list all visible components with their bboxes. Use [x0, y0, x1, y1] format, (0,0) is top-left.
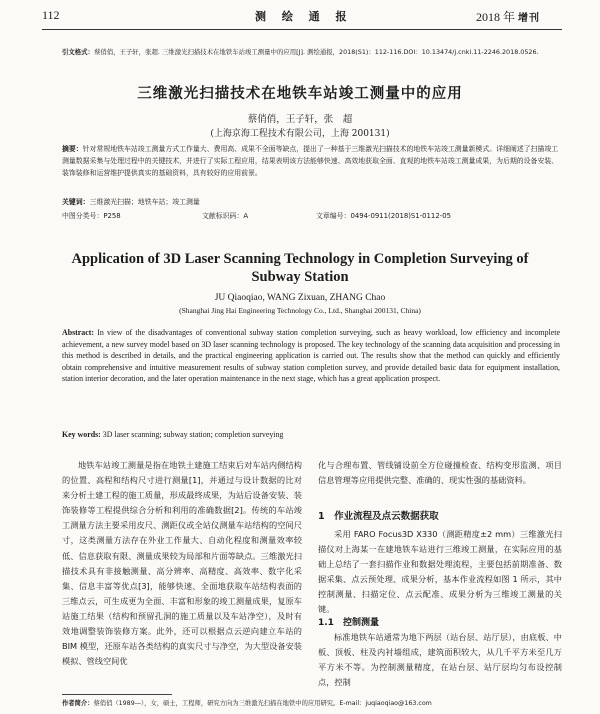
abstract-cn-label: 摘要： — [62, 145, 83, 153]
body-right-paragraph-2: 采用 FARO Focus3D X330（测距精度±2 mm）三维激光扫描仪对上海某一在建地铁车站进行三维竣工测量，在实际应用的基础上总结了一套扫描作业和数据处理流程，主要包括前期准备、数据采集、点云预处理、成果分析，基本作业流程如图 1 所示，其中控制测量、扫描定位、点云配准、成果分析为三维竣工测量的关键。 — [318, 529, 562, 615]
abstract-en-text: In view of the disadvantages of conventional subway station completion surveying, such as heavy workload, low efficiency and incomplete achievement, a new survey model based on 3D laser scanning technology is proposed. The key technology of the scanning data acquisition and processing in this method is described in details, and the practical engineering application is carried out. The results show that the method can quickly and efficiently obtain comprehensive and intuitive measurement results of subway station completion survey, and provide detailed basic data for equipment installation, station interior decoration, and the later operation maintenance in the next stage, which has a great application prospect. — [62, 328, 561, 384]
affiliation-cn: (上海京海工程技术有限公司，上海 200131) — [210, 129, 390, 139]
abstract-cn — [62, 144, 560, 179]
section-heading-1-1: 1.1 控制测量 — [318, 618, 379, 628]
classification-row — [62, 210, 560, 222]
issue-label — [476, 8, 540, 25]
header-rule — [42, 29, 562, 30]
keywords-en — [62, 430, 560, 439]
issue-year: 2018 年 — [476, 10, 516, 24]
page-number: 112 — [42, 8, 60, 22]
body-right-paragraph-3: 标准地铁车站通常为地下两层（站台层、站厅层），由底板、中板、顶板、柱及内衬墙组成，建筑面积较大，从几千平方米至几万平方米不等。为控制测量精度，在站台层、站厅层均匀布设控制点，控制 — [318, 632, 562, 688]
authors-en: JU Qiaoqiao, WANG Zixuan, ZHANG Chao — [214, 293, 386, 303]
clc-number: 中图分类号：P258 — [62, 212, 121, 220]
keywords-en-label: Key words: — [62, 430, 101, 439]
keywords-cn — [62, 196, 560, 206]
section-heading-1: 1 作业流程及点云数据获取 — [318, 511, 439, 522]
keywords-en-text: 3D laser scanning; subway station; completion surveying — [102, 430, 284, 439]
citation-format — [62, 47, 562, 58]
citation-label: 引文格式： — [62, 48, 94, 56]
journal-name: 测 绘 通 报 — [255, 10, 353, 23]
keywords-cn-label: 关键词： — [62, 198, 90, 206]
citation-text: 蔡俏俏，王子轩，张超. 三维激光扫描技术在地铁车站竣工测量中的应用[J]. 测绘通报，2018(S1)：112-116.DOI：10.13474/j.cnki.11-2246.2018.0526. — [93, 48, 539, 56]
footnote-label: 作者简介： — [62, 700, 94, 707]
footnote-text: 蔡俏俏（1989—），女，硕士，工程师，研究方向为三维激光扫描在地铁中的应用研究。E-mail：juqiaoqiao@163.com — [93, 700, 432, 707]
keywords-cn-text: 三维激光扫描；地铁车站；竣工测量 — [89, 198, 200, 206]
body-right-paragraph-1: 化与合理布置、管线铺设前全方位碰撞检查、结构变形监测、项目信息管理等应用提供完整、准确的、现实性强的基础资料。 — [318, 460, 562, 486]
issue-supplement: 增刊 — [518, 13, 541, 24]
abstract-en-label: Abstract: — [62, 328, 94, 337]
document-code: 文献标识码：A — [202, 212, 249, 220]
affiliation-en: (Shanghai Jing Hai Engineering Technology Co., Ltd., Shanghai 200131, China) — [179, 306, 421, 315]
abstract-en — [62, 327, 560, 385]
abstract-cn-text: 针对常规地铁车站竣工测量方式工作量大、费用高、成果不全面等缺点，提出了一种基于三维激光扫描技术的地铁车站竣工测量新模式。详细阐述了扫描竣工测量数据采集与处理过程中的关键技术，并进行了实际工程应用，结果表明该方法能够快速、高效地获取全面、直观的地铁车站竣工测量成果，为后期的设备安装、装饰装修和运营维护提供真实的基础资料，具有较好的应用前景。 — [62, 145, 559, 177]
paper-title-en: Application of 3D Laser Scanning Technology in Completion Surveying of Subway Station — [71, 251, 529, 285]
paper-title-cn: 三维激光扫描技术在地铁车站竣工测量中的应用 — [137, 86, 463, 102]
authors-cn: 蔡俏俏，王子轩，张 超 — [247, 114, 353, 125]
body-left-column: 地铁车站竣工测量是指在地铁土建施工结束后对车站内侧结构的位置、高程和结构尺寸进行测量[1]，并通过与设计数据的比对来分析土建工程的施工质量，形成最终成果，为站后设备安装、装饰装修等工程提供综合分析和利用的准确数据[2]。传统的车站竣工测量方法主要采用皮尺、测距仪或全站仪测量车站结构的空间尺寸，这类测量方法存在外业工作量大、自动化程度和测量效率较低、信息获取有限、测量成果较为局部和片面等缺点。三维激光扫描技术具有非接触测量、高分辨率、高精度、高效率、数字化采集、信息丰富等优点[3]，能够快速、全面地获取车站结构表面的三维点云，可生成更为全面、丰富和形象的竣工测量成果，复原车站施工结果（结构和预留孔洞的施工质量以及车站净空），及时有效地调整装饰装修方案。此外，还可以根据点云逆向建立车站的 BIM 模型，还原车站各类结构的真实尺寸与净空，为大型设备安装模拟、管线空间优 — [62, 460, 302, 667]
author-footnote — [62, 698, 562, 707]
article-number: 文章编号：0494-0911(2018)S1-0112-05 — [316, 212, 451, 220]
footnote-rule — [62, 694, 172, 695]
